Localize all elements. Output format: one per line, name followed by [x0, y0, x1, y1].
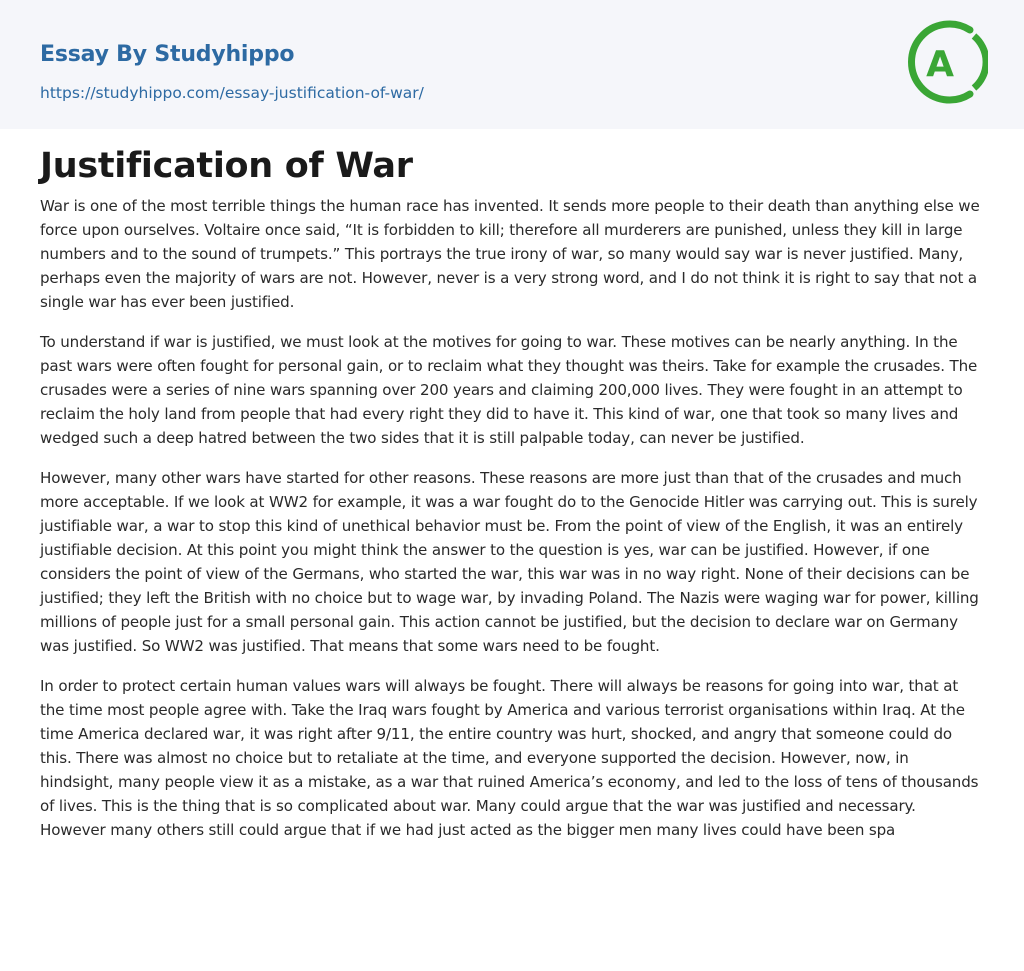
site-brand[interactable]: Essay By Studyhippo	[40, 42, 295, 67]
essay-title: Justification of War	[40, 146, 413, 186]
essay-paragraph-4: In order to protect certain human values wars will always be fought. There will always be reasons for going into war, that at the time most people agree with. Take the Iraq wars fought by America and various terrorist organisations within Iraq. At the time America declared war, it was right after 9/11, the entire country was hurt, shocked, and angry that someone could do this. There was almost no choice but to retaliate at the time, and everyone supported the decision. However, now, in hindsight, many people view it as a mistake, as a war that ruined America’s economy, and led to the loss of tens of thousands of lives. This is the thing that is so complicated about war. Many could argue that the war was justified and necessary. However many others still could argue that if we had just acted as the bigger men many lives could have been spa	[40, 677, 979, 839]
essay-paragraph-1: War is one of the most terrible things the human race has invented. It sends more people to their death than anything else we force upon ourselves. Voltaire once said, “It is forbidden to kill; therefore all murderers are punished, unless they kill in large numbers and to the sound of trumpets.” This portrays the true irony of war, so many would say war is never justified. Many, perhaps even the majority of wars are not. However, never is a very strong word, and I do not think it is right to say that not a single war has ever been justified.	[40, 197, 980, 311]
logo-letter: A	[926, 44, 954, 85]
essay-paragraph-2: To understand if war is justified, we must look at the motives for going to war. These motives can be nearly anything. In the past wars were often fought for personal gain, or to reclaim what they thought was theirs. Take for example the crusades. The crusades were a series of nine wars spanning over 200 years and claiming 200,000 lives. They were fought in an attempt to reclaim the holy land from people that had every right they did to have it. This kind of war, one that took so many lives and wedged such a deep hatred between the two sides that it is still palpable today, can never be justified.	[40, 333, 978, 447]
site-header	[0, 0, 1024, 129]
essay-paragraph-3: However, many other wars have started for other reasons. These reasons are more just than that of the crusades and much more acceptable. If we look at WW2 for example, it was a war fought do to the Genocide Hitler was carrying out. This is surely justifiable war, a war to stop this kind of unethical behavior must be. From the point of view of the English, it was an entirely justifiable decision. At this point you might think the answer to the question is yes, war can be justified. However, if one considers the point of view of the Germans, who started the war, this war was in no way right. None of their decisions can be justified; they left the British with no choice but to wage war, by invading Poland. The Nazis were waging war for power, killing millions of people just for a small personal gain. This action cannot be justified, but the decision to declare war on Germany was justified. So WW2 was justified. That means that some wars need to be fought.	[40, 469, 979, 655]
essay-url-link[interactable]: https://studyhippo.com/essay-justification-of-war/	[40, 84, 424, 102]
studyhippo-logo-icon[interactable]	[908, 18, 988, 106]
essay-body	[40, 194, 986, 858]
